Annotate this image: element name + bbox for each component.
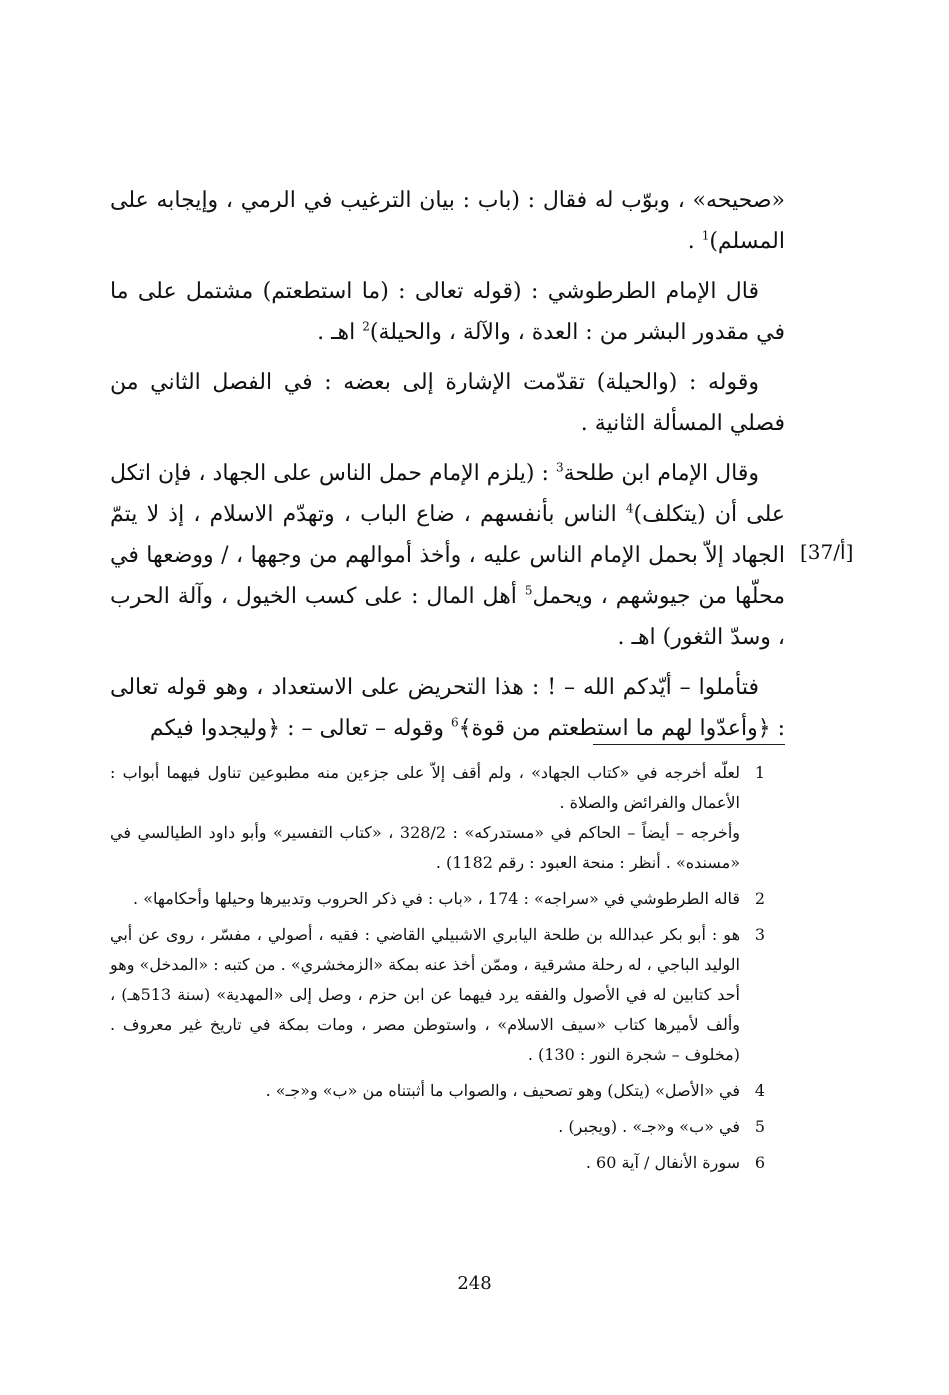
footnote-number: 5 [754,1117,766,1136]
paragraph [110,180,785,262]
footnote-ref: 4 [625,501,634,516]
paragraph-text: «صحيحه» ، وبوّب له فقال : (باب : بيان الترغيب في الرمي ، وإيجابه على المسلم) [110,188,785,254]
paragraph-text: : (يلزم الإمام حمل الناس على الجهاد ، فإن اتكل على أن (يتكلف) [110,461,786,527]
footnote-text: هو : أبو بكر عبدالله بن طلحة اليابري الاشبيلي القاضي : فقيه ، أصولي ، مفسّر ، روى عن أبي الوليد الباجي ، له رحلة مشرقية ، وممّن أخذ عنه بمكة «الزمخشري» . من كتبه : «المدخل» وهو أحد كتابين له في الأصول والفقه يرد فيهما عن ابن حزم ، وصل إلى «المهدية» (سنة 513هـ) ، وألف لأميرها كتاب «سيف الاسلام» ، واستوطن مصر ، ومات بمكة في تاريخ غير معروف . (مخلوف – شجرة النور : 130) . [110,925,740,1064]
paragraph-text: فتأملوا – أيّدكم الله – ! : هذا التحريض على الاستعداد ، وهو قوله تعالى : ﴿وأعدّوا لهم ما استطعتم من قوة﴾ [110,675,785,741]
footnote-ref: 3 [555,460,564,475]
paragraph-text: اهـ . [317,320,363,345]
paragraph [110,453,785,658]
paragraph-text: . [687,229,702,254]
footnote-number: 1 [754,763,766,782]
paragraph-text: وقال الإمام ابن طلحة [563,461,759,486]
footnote [110,884,785,914]
main-text [110,180,785,758]
footnote [110,758,785,878]
footnote-number: 6 [754,1153,766,1172]
paragraph-text: وقوله : (والحيلة) تقدّمت الإشارة إلى بعضه : في الفصل الثاني من فصلي المسألة الثانية . [110,370,785,436]
footnote-ref: 6 [451,715,459,730]
footnote-text: في «الأصل» (يتكل) وهو تصحيف ، والصواب ما أثبتناه من «ب» و«جـ» . [265,1081,740,1100]
footnote-text: وأخرجه – أيضاً – الحاكم في «مستدركه» : 328/2 ، «كتاب التفسير» وأبو داود الطيالسي في «مسنده» . أنظر : منحة العبود : رقم 1182) . [110,823,740,872]
footnotes [110,758,785,1184]
footnote-number: 4 [754,1081,766,1100]
footnote-ref: 2 [362,319,370,334]
footnote-text: لعلّه أخرجه في «كتاب الجهاد» ، ولم أقف إلاّ على جزءين منه مطبوعين تناول فيهما أبواب : الأعمال والفرائض والصلاة . [110,763,740,812]
page-number: 248 [457,1273,492,1294]
footnote-text: في «ب» و«جـ» . (ويجبر) . [558,1117,740,1136]
footnote-ref: 1 [701,228,710,243]
footnote-ref: 5 [524,583,533,598]
paragraph [110,362,785,444]
footnote [110,1148,785,1178]
paragraph [110,667,785,749]
paragraph-text: قال الإمام الطرطوشي : (قوله تعالى : (ما استطعتم) مشتمل على ما في مقدور البشر من : العدة ، والآلة ، والحيلة) [110,279,785,345]
footnote-text: قاله الطرطوشي في «سراجه» : 174 ، «باب : في ذكر الحروب وتدبيرها وحيلها وأحكامها» . [133,889,740,908]
paragraph-text: الناس بأنفسهم ، ضاع الباب ، وتهدّم الاسلام ، إذ لا يتمّ الجهاد إلاّ بحمل الإمام الناس عليه ، وأخذ أموالهم من وجهها ، / ووضعها في محلّها من جيوشهم ، ويحمل [110,502,785,609]
footnote [110,1076,785,1106]
manuscript-folio-marker: [37/أ] [800,540,854,564]
footnote-number: 3 [754,925,766,944]
paragraph [110,271,785,353]
footnote-text: سورة الأنفال / آية 60 . [585,1153,740,1172]
paragraph-text: وقوله – تعالى – : ﴿وليجدوا فيكم [149,716,452,741]
footnote [110,1112,785,1142]
footnote-number: 2 [754,889,766,908]
footnote [110,920,785,1070]
paragraph-text: أهل المال : على كسب الخيول ، وآلة الحرب ، وسدّ الثغور) اهـ . [110,584,785,650]
footnote-separator [593,744,785,745]
